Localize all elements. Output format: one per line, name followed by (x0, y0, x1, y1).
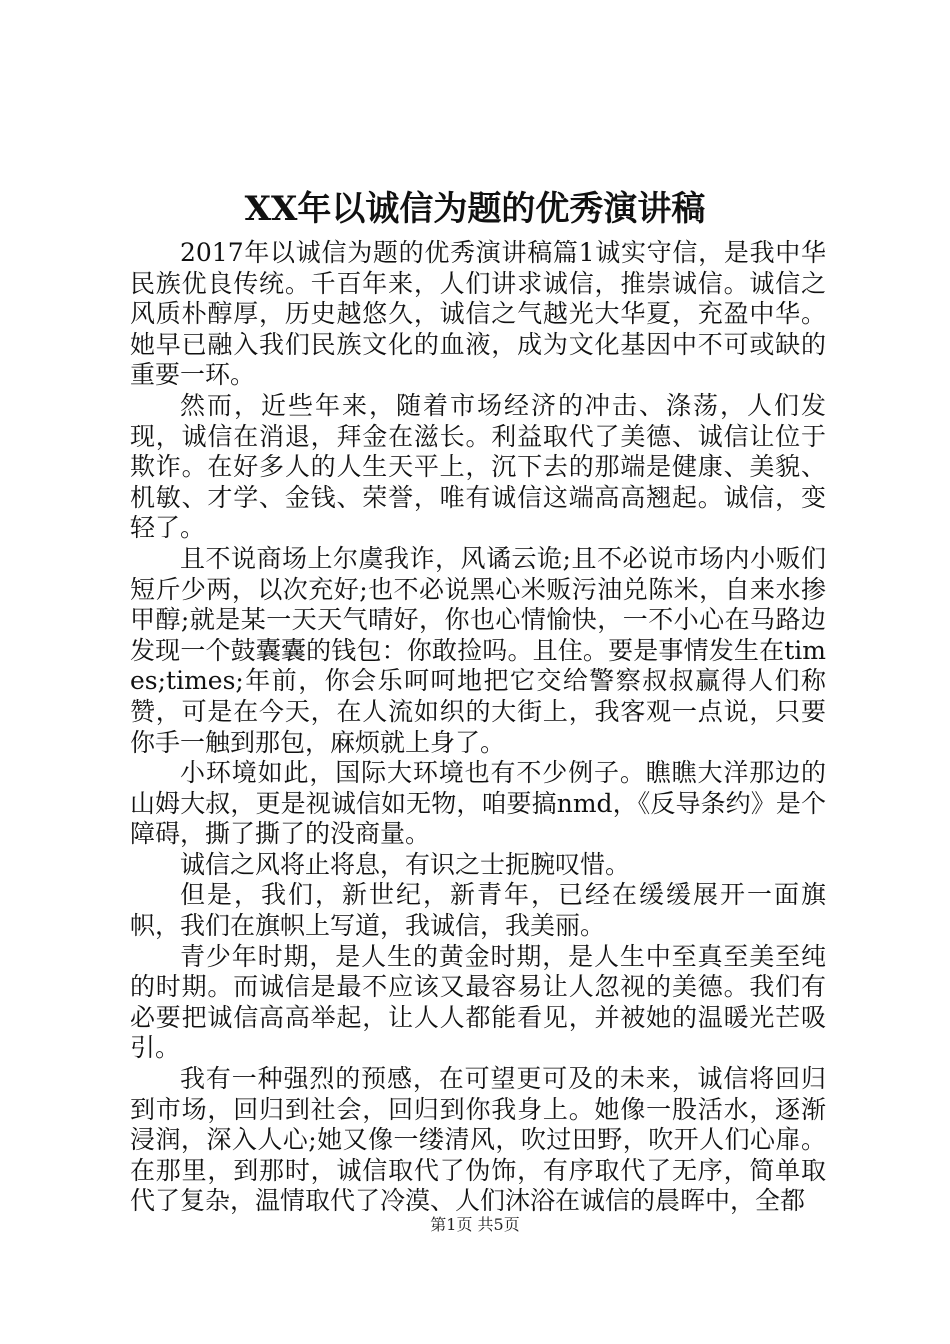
paragraph: 然而，近些年来，随着市场经济的冲击、涤荡，人们发现，诚信在消退，拜金在滋长。利益取代了美德、诚信让位于欺诈。在好多人的人生天平上，沉下去的那端是健康、美貌、机敏、才学、金钱、荣誉，唯有诚信这端高高翘起。诚信，变轻了。 (130, 390, 826, 543)
paragraph: 2017年以诚信为题的优秀演讲稿篇1诚实守信，是我中华民族优良传统。千百年来，人们讲求诚信，推崇诚信。诚信之风质朴醇厚，历史越悠久，诚信之气越光大华夏，充盈中华。她早已融入我们民族文化的血液，成为文化基因中不可或缺的重要一环。 (130, 238, 826, 390)
document-body (130, 238, 826, 1217)
document-title: XX年以诚信为题的优秀演讲稿 (244, 189, 706, 229)
paragraph: 且不说商场上尔虞我诈，风谲云诡;且不必说市场内小贩们短斤少两，以次充好;也不必说黑心米贩污油兑陈米，自来水掺甲醇;就是某一天天气晴好，你也心情愉快，一不小心在马路边发现一个鼓囊囊的钱包：你敢捡吗。且住。要是事情发生在times;times;年前，你会乐呵呵地把它交给警察叔叔赢得人们称赞，可是在今天，在人流如织的大街上，我客观一点说，只要你手一触到那包，麻烦就上身了。 (130, 543, 826, 757)
paragraph: 青少年时期，是人生的黄金时期，是人生中至真至美至纯的时期。而诚信是最不应该又最容易让人忽视的美德。我们有必要把诚信高高举起，让人人都能看见，并被她的温暖光芒吸引。 (130, 941, 826, 1063)
paragraph: 小环境如此，国际大环境也有不少例子。瞧瞧大洋那边的山姆大叔，更是视诚信如无物，咱要搞nmd，《反导条约》是个障碍，撕了撕了的没商量。 (130, 758, 826, 849)
paragraph: 我有一种强烈的预感，在可望更可及的未来，诚信将回归到市场，回归到社会，回归到你我身上。她像一股活水，逐渐浸润，深入人心;她又像一缕清风，吹过田野，吹开人们心扉。在那里，到那时，诚信取代了伪饰，有序取代了无序，简单取代了复杂，温情取代了冷漠、人们沐浴在诚信的晨晖中，全都 (130, 1064, 826, 1216)
paragraph: 诚信之风将止将息，有识之士扼腕叹惜。 (180, 849, 631, 879)
page-footer: 第1页 共5页 (430, 1215, 520, 1234)
paragraph: 但是，我们，新世纪，新青年，已经在缓缓展开一面旗帜，我们在旗帜上写道，我诚信，我美丽。 (130, 880, 826, 941)
